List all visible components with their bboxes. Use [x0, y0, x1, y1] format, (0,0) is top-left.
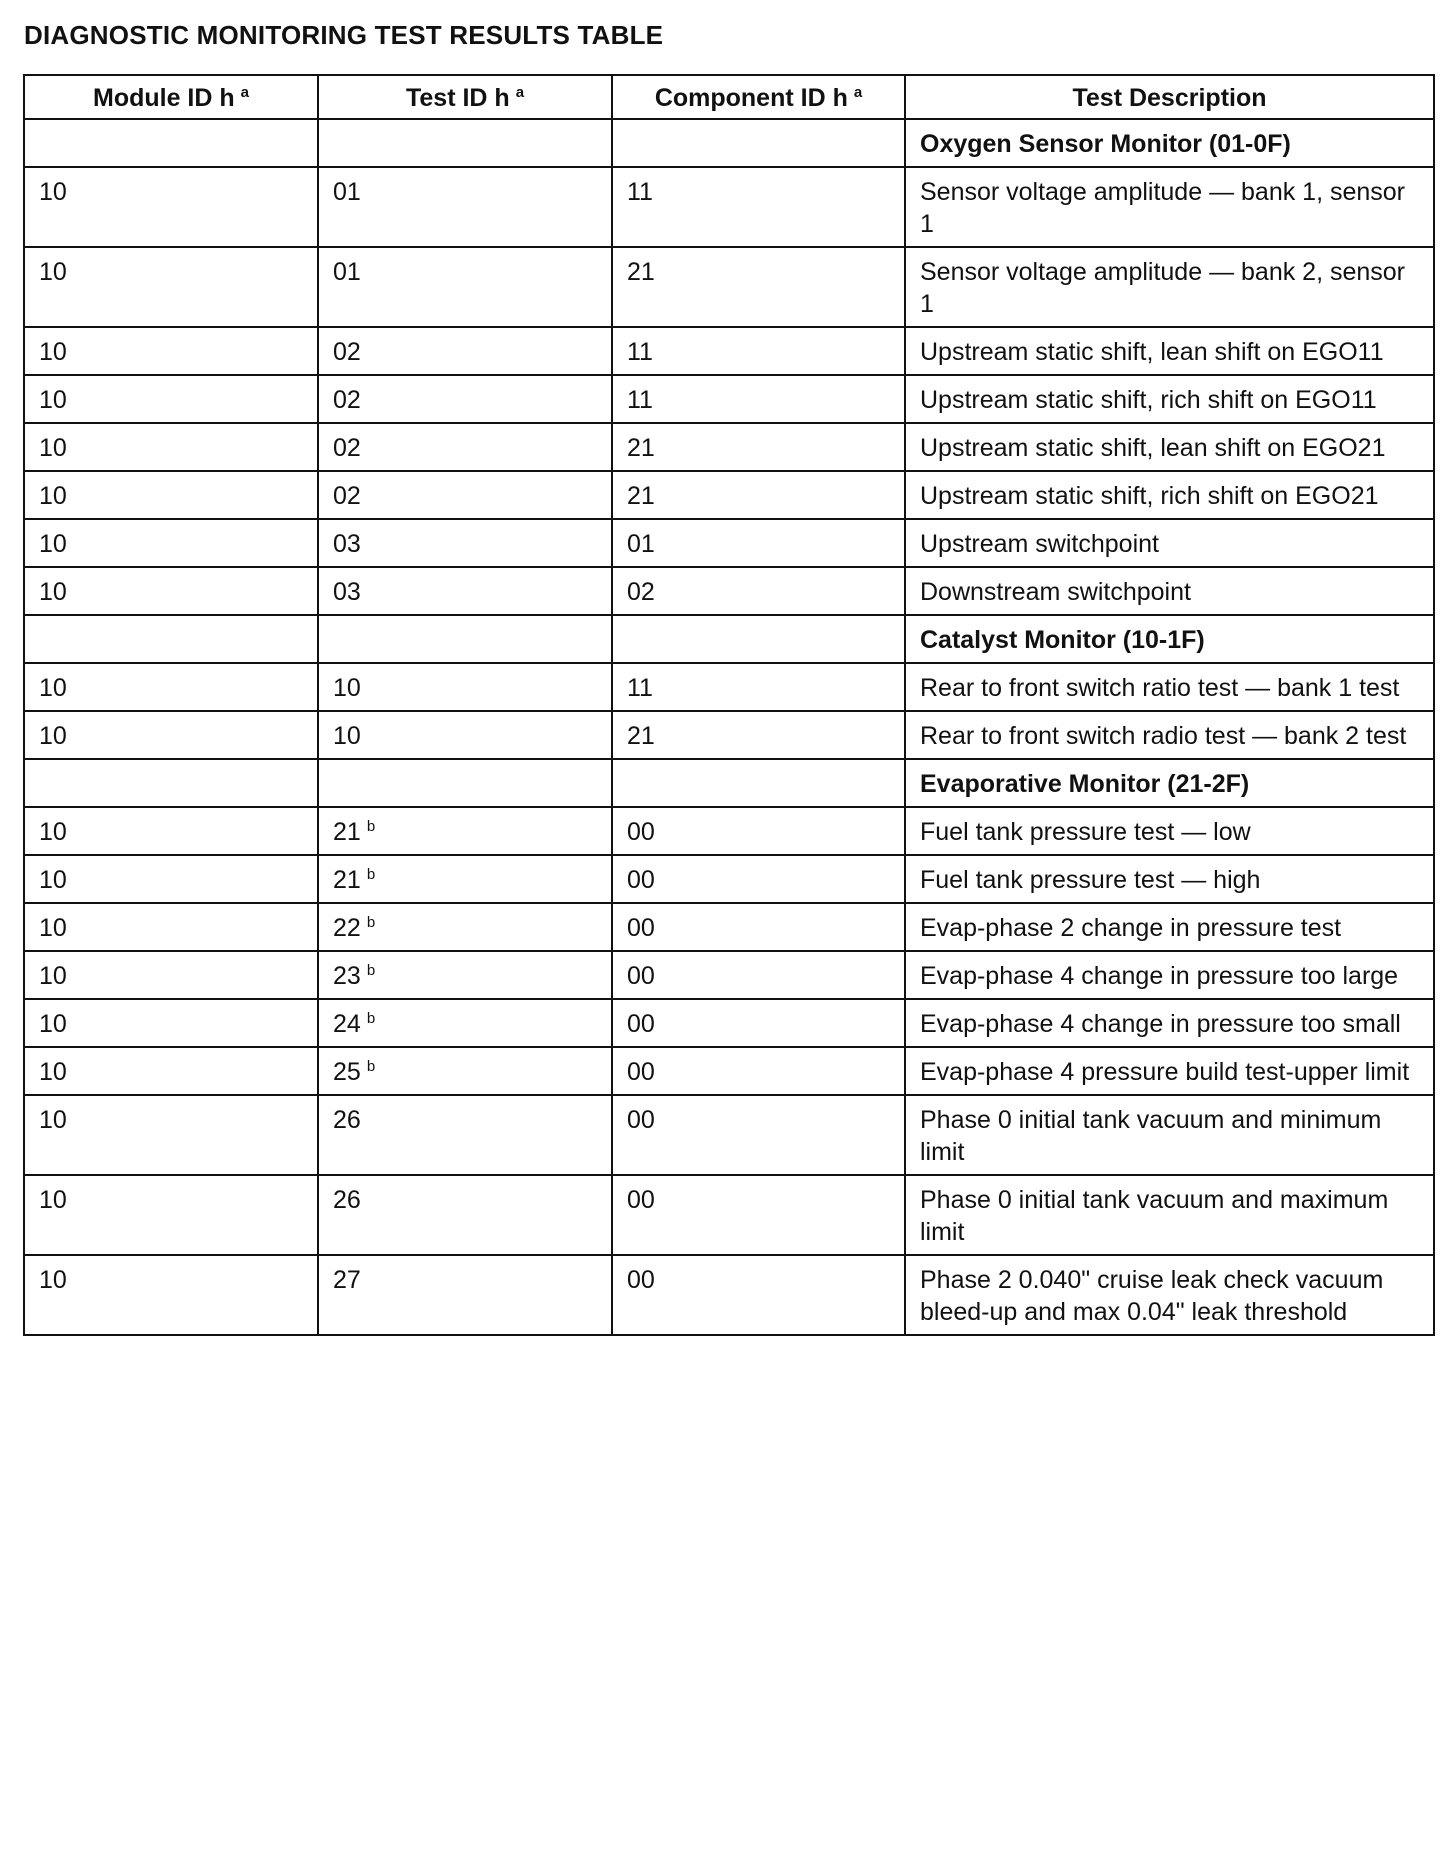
column-header-module-id: Module ID h $^a$ [24, 75, 318, 119]
table-row [24, 663, 1434, 711]
module-id-cell [24, 119, 318, 167]
module-id-cell: 10 [24, 1047, 318, 1095]
column-header-test-description: Test Description [905, 75, 1434, 119]
table-row [24, 1175, 1434, 1255]
test-description-cell: Fuel tank pressure test — low [905, 807, 1434, 855]
table-row [24, 711, 1434, 759]
section-title-cell: Evaporative Monitor (21-2F) [905, 759, 1434, 807]
component-id-cell: 00 [612, 1047, 905, 1095]
module-id-cell: 10 [24, 423, 318, 471]
table-body [24, 119, 1434, 1335]
test-description-cell: Evap-phase 4 change in pressure too small [905, 999, 1434, 1047]
module-id-cell: 10 [24, 567, 318, 615]
footnote-marker: b [366, 961, 376, 979]
test-description-cell: Phase 0 initial tank vacuum and minimum limit [905, 1095, 1434, 1175]
test-description-cell: Phase 2 0.040" cruise leak check vacuum bleed-up and max 0.04" leak threshold [905, 1255, 1434, 1335]
component-id-cell: 00 [612, 951, 905, 999]
test-id-cell: 24 $^b$ [318, 999, 612, 1047]
footnote-marker: b [366, 817, 376, 835]
test-id-cell: 21 $^b$ [318, 855, 612, 903]
module-id-cell: 10 [24, 519, 318, 567]
section-header-row [24, 759, 1434, 807]
test-description-cell: Evap-phase 4 pressure build test-upper limit [905, 1047, 1434, 1095]
component-id-cell: 11 [612, 375, 905, 423]
module-id-cell: 10 [24, 247, 318, 327]
test-description-cell: Upstream static shift, lean shift on EGO11 [905, 327, 1434, 375]
test-description-cell: Phase 0 initial tank vacuum and maximum limit [905, 1175, 1434, 1255]
table-row [24, 951, 1434, 999]
test-description-cell: Evap-phase 4 change in pressure too large [905, 951, 1434, 999]
footnote-marker: b [366, 1009, 376, 1027]
component-id-cell: 00 [612, 807, 905, 855]
component-id-cell: 21 [612, 247, 905, 327]
test-id-cell [318, 759, 612, 807]
test-id-cell: 01 [318, 167, 612, 247]
test-id-cell: 27 [318, 1255, 612, 1335]
table-row [24, 327, 1434, 375]
test-description-cell: Upstream switchpoint [905, 519, 1434, 567]
component-id-cell [612, 119, 905, 167]
table-row [24, 999, 1434, 1047]
table-row [24, 247, 1434, 327]
module-id-cell: 10 [24, 471, 318, 519]
test-id-cell: 01 [318, 247, 612, 327]
test-id-cell: 02 [318, 471, 612, 519]
test-id-cell: 03 [318, 519, 612, 567]
component-id-cell: 00 [612, 1095, 905, 1175]
test-description-cell: Sensor voltage amplitude — bank 1, sensor 1 [905, 167, 1434, 247]
test-id-cell: 03 [318, 567, 612, 615]
table-header-row [24, 75, 1434, 119]
module-id-cell: 10 [24, 1095, 318, 1175]
footnote-marker: b [366, 913, 376, 931]
table-row [24, 807, 1434, 855]
test-description-cell: Evap-phase 2 change in pressure test [905, 903, 1434, 951]
test-description-cell: Upstream static shift, rich shift on EGO21 [905, 471, 1434, 519]
test-id-cell: 02 [318, 375, 612, 423]
test-id-cell [318, 615, 612, 663]
module-id-cell: 10 [24, 663, 318, 711]
test-id-cell: 26 [318, 1175, 612, 1255]
column-header-component-id: Component ID h $^a$ [612, 75, 905, 119]
component-id-cell: 21 [612, 471, 905, 519]
test-description-cell: Rear to front switch radio test — bank 2 test [905, 711, 1434, 759]
component-id-cell: 00 [612, 1255, 905, 1335]
module-id-cell: 10 [24, 951, 318, 999]
results-table [23, 74, 1435, 1336]
test-description-cell: Fuel tank pressure test — high [905, 855, 1434, 903]
footnote-marker: b [366, 1057, 376, 1075]
table-row [24, 471, 1434, 519]
test-id-cell: 22 $^b$ [318, 903, 612, 951]
test-id-cell: 02 [318, 327, 612, 375]
test-id-cell: 25 $^b$ [318, 1047, 612, 1095]
test-id-cell: 23 $^b$ [318, 951, 612, 999]
module-id-cell: 10 [24, 1175, 318, 1255]
test-description-cell: Sensor voltage amplitude — bank 2, sensor 1 [905, 247, 1434, 327]
component-id-cell: 00 [612, 903, 905, 951]
component-id-cell: 00 [612, 999, 905, 1047]
table-row [24, 903, 1434, 951]
module-id-cell: 10 [24, 999, 318, 1047]
module-id-cell: 10 [24, 1255, 318, 1335]
test-id-cell: 10 [318, 711, 612, 759]
section-title-cell: Oxygen Sensor Monitor (01-0F) [905, 119, 1434, 167]
page-title: DIAGNOSTIC MONITORING TEST RESULTS TABLE [24, 20, 664, 50]
module-id-cell: 10 [24, 167, 318, 247]
component-id-cell [612, 615, 905, 663]
component-id-cell: 00 [612, 855, 905, 903]
component-id-cell: 21 [612, 711, 905, 759]
section-header-row [24, 615, 1434, 663]
test-id-cell [318, 119, 612, 167]
table-row [24, 567, 1434, 615]
module-id-cell: 10 [24, 375, 318, 423]
test-id-cell: 02 [318, 423, 612, 471]
component-id-cell: 11 [612, 663, 905, 711]
table-row [24, 1095, 1434, 1175]
test-description-cell: Rear to front switch ratio test — bank 1 test [905, 663, 1434, 711]
component-id-cell: 11 [612, 167, 905, 247]
test-description-cell: Upstream static shift, rich shift on EGO11 [905, 375, 1434, 423]
column-header-test-id: Test ID h $^a$ [318, 75, 612, 119]
table-row [24, 375, 1434, 423]
module-id-cell [24, 615, 318, 663]
component-id-cell: 01 [612, 519, 905, 567]
table-row [24, 519, 1434, 567]
component-id-cell: 00 [612, 1175, 905, 1255]
footnote-marker: b [366, 865, 376, 883]
test-id-cell: 21 $^b$ [318, 807, 612, 855]
test-id-cell: 10 [318, 663, 612, 711]
module-id-cell: 10 [24, 903, 318, 951]
table-row [24, 423, 1434, 471]
module-id-cell: 10 [24, 807, 318, 855]
module-id-cell: 10 [24, 711, 318, 759]
test-description-cell: Downstream switchpoint [905, 567, 1434, 615]
table-row [24, 167, 1434, 247]
module-id-cell: 10 [24, 327, 318, 375]
table-row [24, 855, 1434, 903]
section-title-cell: Catalyst Monitor (10-1F) [905, 615, 1434, 663]
module-id-cell [24, 759, 318, 807]
component-id-cell: 02 [612, 567, 905, 615]
component-id-cell [612, 759, 905, 807]
section-header-row [24, 119, 1434, 167]
module-id-cell: 10 [24, 855, 318, 903]
test-id-cell: 26 [318, 1095, 612, 1175]
component-id-cell: 21 [612, 423, 905, 471]
test-description-cell: Upstream static shift, lean shift on EGO21 [905, 423, 1434, 471]
table-row [24, 1047, 1434, 1095]
component-id-cell: 11 [612, 327, 905, 375]
table-row [24, 1255, 1434, 1335]
